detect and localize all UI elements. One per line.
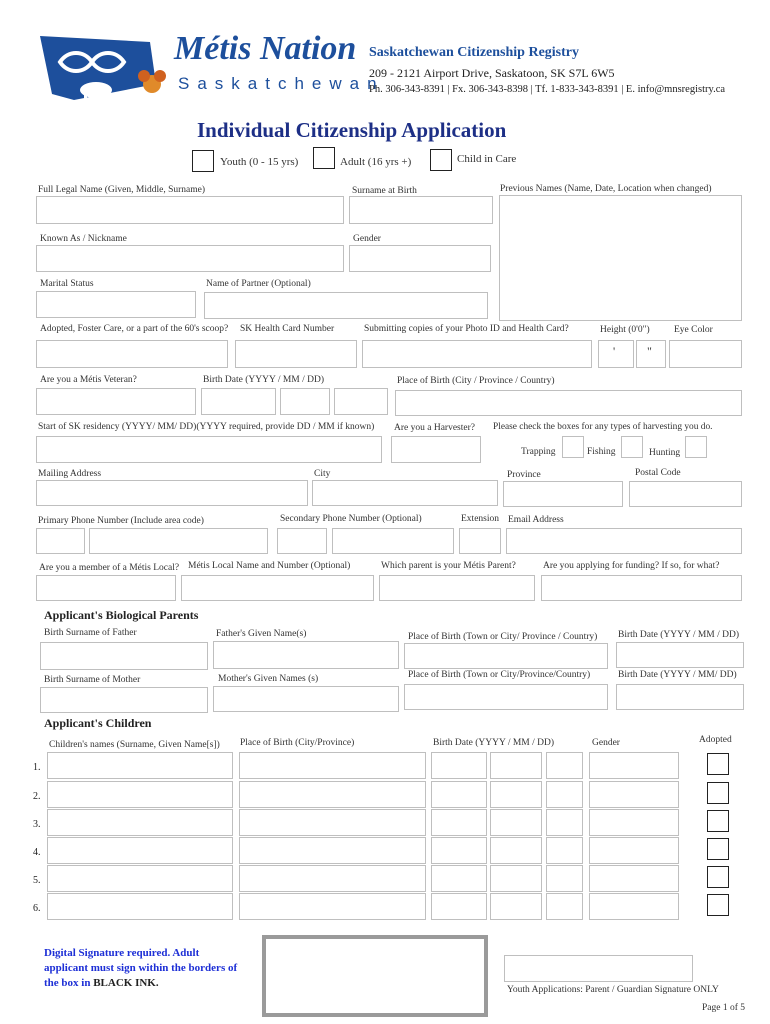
primary-phone-area-field[interactable]	[36, 528, 85, 554]
registry-contact: Ph. 306-343-8391 | Fx. 306-343-8398 | Tf. 1-833-343-8391 | E. info@mnsregistry.ca	[369, 84, 726, 95]
feet-mark: '	[613, 344, 616, 358]
eye-color-label: Eye Color	[674, 325, 713, 335]
health-card-label: SK Health Card Number	[240, 324, 335, 334]
health-card-field[interactable]	[235, 340, 357, 368]
child-birth-month-field[interactable]	[490, 865, 542, 892]
child-birth-year-field[interactable]	[431, 893, 487, 920]
child-birth-day-field[interactable]	[546, 752, 583, 779]
signature-ink-note: BLACK INK.	[93, 977, 159, 989]
child-place-field[interactable]	[239, 781, 426, 808]
children-gender-col: Gender	[592, 738, 620, 748]
registry-address: 209 - 2121 Airport Drive, Saskatoon, SK S7L 6W5	[369, 66, 615, 80]
extension-label: Extension	[461, 514, 499, 524]
child-birth-day-field[interactable]	[546, 893, 583, 920]
residency-label: Start of SK residency (YYYY/ MM/ DD)(YYYY required, provide DD / MM if known)	[38, 422, 375, 432]
eye-color-field[interactable]	[669, 340, 742, 368]
birth-year-field[interactable]	[201, 388, 276, 415]
child-gender-field[interactable]	[589, 809, 679, 836]
child-adopted-checkbox[interactable]	[707, 753, 729, 775]
child-row-number: 5.	[33, 875, 41, 886]
which-parent-label: Which parent is your Métis Parent?	[381, 561, 516, 571]
full-name-label: Full Legal Name (Given, Middle, Surname)	[38, 185, 206, 195]
children-heading: Applicant's Children	[44, 716, 152, 730]
place-birth-field[interactable]	[395, 390, 742, 416]
known-as-field[interactable]	[36, 245, 344, 272]
father-bdate-label: Birth Date (YYYY / MM / DD)	[618, 630, 740, 640]
province-field[interactable]	[503, 481, 623, 507]
adult-checkbox[interactable]	[313, 147, 335, 169]
child-birth-year-field[interactable]	[431, 837, 487, 864]
youth-signature-field[interactable]	[504, 955, 693, 982]
birth-day-field[interactable]	[334, 388, 388, 415]
local-member-field[interactable]	[36, 575, 176, 601]
place-birth-label: Place of Birth (City / Province / Country)	[397, 376, 555, 386]
partner-label: Name of Partner (Optional)	[206, 279, 311, 289]
hunting-label: Hunting	[649, 448, 681, 458]
gender-label: Gender	[353, 234, 381, 244]
funding-field[interactable]	[541, 575, 742, 601]
child-birth-month-field[interactable]	[490, 809, 542, 836]
adopted-field[interactable]	[36, 340, 228, 368]
child-name-field[interactable]	[47, 837, 233, 864]
child-row-number: 4.	[33, 847, 41, 858]
height-label: Height (0'0")	[600, 325, 650, 335]
child-name-field[interactable]	[47, 752, 233, 779]
trapping-checkbox[interactable]	[562, 436, 584, 458]
marital-label: Marital Status	[40, 279, 94, 289]
child-birth-year-field[interactable]	[431, 809, 487, 836]
primary-phone-label: Primary Phone Number (Include area code)	[38, 516, 204, 526]
inch-mark: "	[647, 344, 652, 358]
registry-name: Saskatchewan Citizenship Registry	[369, 45, 580, 60]
child-place-field[interactable]	[239, 752, 426, 779]
adult-signature-box[interactable]	[262, 935, 488, 1017]
birth-date-label: Birth Date (YYYY / MM / DD)	[203, 375, 325, 385]
mother-place-field[interactable]	[404, 684, 608, 710]
mother-given-label: Mother's Given Names (s)	[218, 674, 319, 684]
city-field[interactable]	[312, 480, 498, 506]
child-row-number: 3.	[33, 819, 41, 830]
child-place-field[interactable]	[239, 837, 426, 864]
marital-field[interactable]	[36, 291, 196, 318]
saskatchewan-map-logo-icon	[38, 32, 178, 106]
child-birth-month-field[interactable]	[490, 781, 542, 808]
trapping-label: Trapping	[521, 447, 556, 457]
hunting-checkbox[interactable]	[685, 436, 707, 458]
child-name-field[interactable]	[47, 809, 233, 836]
mother-given-field[interactable]	[213, 686, 399, 712]
child-gender-field[interactable]	[589, 752, 679, 779]
child-adopted-checkbox[interactable]	[707, 866, 729, 888]
father-surname-field[interactable]	[40, 642, 208, 670]
known-as-label: Known As / Nickname	[40, 234, 127, 244]
child-birth-month-field[interactable]	[490, 893, 542, 920]
copies-field[interactable]	[362, 340, 592, 368]
father-given-field[interactable]	[213, 641, 399, 669]
height-feet-field[interactable]	[598, 340, 634, 368]
child-gender-field[interactable]	[589, 893, 679, 920]
youth-label: Youth (0 - 15 yrs)	[220, 156, 299, 168]
child-birth-year-field[interactable]	[431, 781, 487, 808]
mother-bdate-label: Birth Date (YYYY / MM/ DD)	[618, 670, 737, 680]
child-birth-year-field[interactable]	[431, 752, 487, 779]
child-gender-field[interactable]	[589, 865, 679, 892]
child-care-checkbox[interactable]	[430, 149, 452, 171]
gender-field[interactable]	[349, 245, 491, 272]
children-place-col: Place of Birth (City/Province)	[240, 738, 355, 748]
mailing-label: Mailing Address	[38, 469, 102, 479]
local-name-label: Métis Local Name and Number (Optional)	[188, 561, 351, 571]
father-bdate-field[interactable]	[616, 642, 744, 668]
partner-field[interactable]	[204, 292, 488, 319]
funding-label: Are you applying for funding? If so, for what?	[543, 561, 720, 571]
signature-note	[44, 946, 244, 991]
veteran-field[interactable]	[36, 388, 196, 415]
primary-phone-field[interactable]	[89, 528, 268, 554]
children-name-col: Children's names (Surname, Given Name[s])	[49, 740, 220, 750]
child-name-field[interactable]	[47, 865, 233, 892]
signature-note-text: Digital Signature required. Adult applicant must sign within the borders of the box in	[44, 947, 238, 989]
child-place-field[interactable]	[239, 865, 426, 892]
adopted-label: Adopted, Foster Care, or a part of the 60's scoop?	[40, 324, 229, 334]
youth-signature-label: Youth Applications: Parent / Guardian Signature ONLY	[507, 985, 719, 995]
birth-month-field[interactable]	[280, 388, 330, 415]
surname-birth-label: Surname at Birth	[352, 186, 417, 196]
which-parent-field[interactable]	[379, 575, 535, 601]
mother-surname-label: Birth Surname of Mother	[44, 675, 141, 685]
child-birth-day-field[interactable]	[546, 837, 583, 864]
child-adopted-checkbox[interactable]	[707, 782, 729, 804]
child-birth-day-field[interactable]	[546, 781, 583, 808]
child-birth-day-field[interactable]	[546, 865, 583, 892]
local-member-label: Are you a member of a Métis Local?	[39, 563, 180, 573]
province-label: Province	[507, 470, 541, 480]
copies-label: Submitting copies of your Photo ID and Health Card?	[364, 324, 569, 334]
child-gender-field[interactable]	[589, 781, 679, 808]
local-name-field[interactable]	[181, 575, 374, 601]
child-adopted-checkbox[interactable]	[707, 810, 729, 832]
child-gender-field[interactable]	[589, 837, 679, 864]
child-place-field[interactable]	[239, 809, 426, 836]
full-name-field[interactable]	[36, 196, 344, 224]
child-name-field[interactable]	[47, 781, 233, 808]
adult-label: Adult (16 yrs +)	[340, 156, 412, 168]
fishing-checkbox[interactable]	[621, 436, 643, 458]
child-row-number: 2.	[33, 791, 41, 802]
child-birth-day-field[interactable]	[546, 809, 583, 836]
veteran-label: Are you a Métis Veteran?	[40, 375, 137, 385]
residency-field[interactable]	[36, 436, 382, 463]
previous-names-label: Previous Names (Name, Date, Location when changed)	[500, 184, 712, 194]
father-place-label: Place of Birth (Town or City/ Province / Country)	[408, 632, 598, 642]
page-number: Page 1 of 5	[702, 1003, 746, 1013]
surname-birth-field[interactable]	[349, 196, 493, 224]
logo-name: Métis Nation	[174, 30, 357, 67]
parents-heading: Applicant's Biological Parents	[44, 608, 199, 622]
youth-checkbox[interactable]	[192, 150, 214, 172]
harvest-check-label: Please check the boxes for any types of harvesting you do.	[493, 422, 713, 432]
child-birth-month-field[interactable]	[490, 837, 542, 864]
secondary-phone-field[interactable]	[277, 528, 327, 554]
mother-surname-field[interactable]	[40, 687, 208, 713]
city-label: City	[314, 469, 331, 479]
father-given-label: Father's Given Name(s)	[216, 629, 307, 639]
child-birth-month-field[interactable]	[490, 752, 542, 779]
logo-subtitle: Saskatchewan	[178, 74, 385, 93]
harvester-label: Are you a Harvester?	[394, 423, 475, 433]
child-row-number: 1.	[33, 762, 41, 773]
previous-names-field[interactable]	[499, 195, 742, 321]
child-name-field[interactable]	[47, 893, 233, 920]
father-place-field[interactable]	[404, 643, 608, 669]
father-surname-label: Birth Surname of Father	[44, 628, 137, 638]
harvester-field[interactable]	[391, 436, 481, 463]
email-field[interactable]	[506, 528, 742, 554]
extension-field[interactable]	[459, 528, 501, 554]
secondary-phone-label: Secondary Phone Number (Optional)	[280, 514, 422, 524]
mother-bdate-field[interactable]	[616, 684, 744, 710]
children-bdate-col: Birth Date (YYYY / MM / DD)	[433, 738, 555, 748]
fishing-label: Fishing	[587, 447, 616, 457]
child-adopted-checkbox[interactable]	[707, 838, 729, 860]
child-birth-year-field[interactable]	[431, 865, 487, 892]
child-place-field[interactable]	[239, 893, 426, 920]
email-label: Email Address	[508, 515, 564, 525]
postal-field[interactable]	[629, 481, 742, 507]
secondary-phone-number-field[interactable]	[332, 528, 454, 554]
logo	[38, 30, 385, 106]
child-care-label: Child in Care	[457, 153, 517, 165]
mailing-field[interactable]	[36, 480, 308, 506]
children-adopted-col: Adopted	[699, 735, 732, 745]
child-row-number: 6.	[33, 903, 41, 914]
child-adopted-checkbox[interactable]	[707, 894, 729, 916]
postal-label: Postal Code	[635, 468, 681, 478]
mother-place-label: Place of Birth (Town or City/Province/Country)	[408, 670, 591, 680]
page-title: Individual Citizenship Application	[197, 118, 507, 142]
